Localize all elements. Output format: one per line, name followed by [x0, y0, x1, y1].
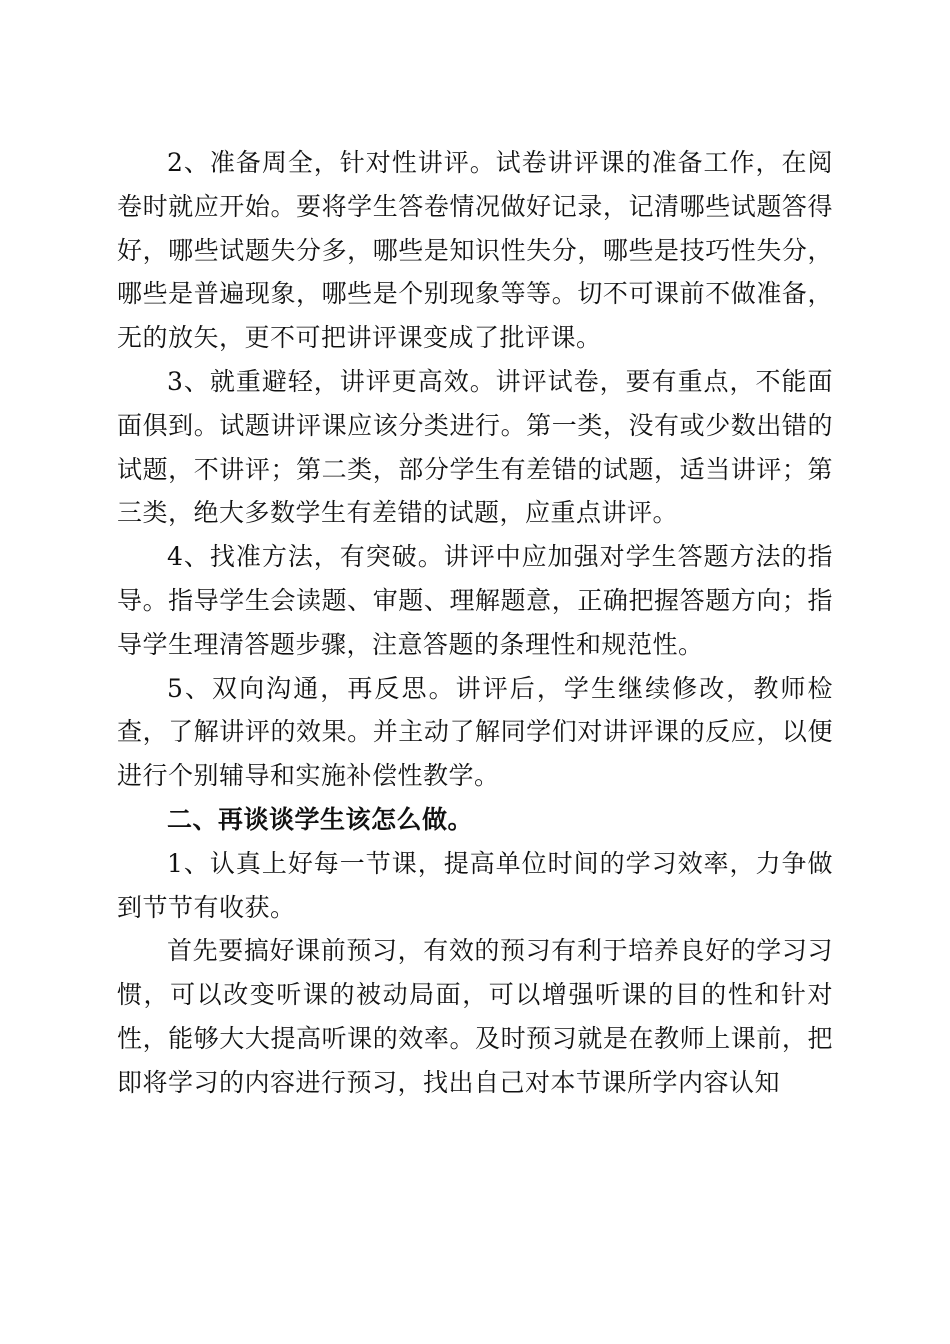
paragraph-preview-before-class: 首先要搞好课前预习，有效的预习有利于培养良好的学习习惯，可以改变听课的被动局面，可以增强听课的目的性和针对性，能够大大提高听课的效率。及时预习就是在教师上课前，把即将学习的内容进行预习，找出自己对本节课所学内容认知	[117, 936, 833, 1097]
paragraph-focus-key-points: 3、就重避轻，讲评更高效。讲评试卷，要有重点，不能面面俱到。试题讲评课应该分类进行。第一类，没有或少数出错的试题，不讲评；第二类，部分学生有差错的试题，适当讲评；第三类，绝大多数学生有差错的试题，应重点讲评。	[117, 366, 833, 528]
document-body	[117, 141, 833, 1105]
section-heading-students: 二、再谈谈学生该怎么做。	[167, 804, 474, 834]
paragraph-prepare-thoroughly: 2、准备周全，针对性讲评。试卷讲评课的准备工作，在阅卷时就应开始。要将学生答卷情况做好记录，记清哪些试题答得好，哪些试题失分多，哪些是知识性失分，哪些是技巧性失分，哪些是普遍现象，哪些是个别现象等等。切不可课前不做准备，无的放矢，更不可把讲评课变成了批评课。	[117, 148, 833, 353]
paragraph-attend-every-class: 1、认真上好每一节课，提高单位时间的学习效率，力争做到节节有收获。	[117, 848, 833, 922]
paragraph-two-way-communication: 5、双向沟通，再反思。讲评后，学生继续修改，教师检查，了解讲评的效果。并主动了解同学们对讲评课的反应，以便进行个别辅导和实施补偿性教学。	[117, 673, 833, 791]
paragraph-find-methods: 4、找准方法，有突破。讲评中应加强对学生答题方法的指导。指导学生会读题、审题、理解题意，正确把握答题方向；指导学生理清答题步骤，注意答题的条理性和规范性。	[117, 542, 833, 659]
